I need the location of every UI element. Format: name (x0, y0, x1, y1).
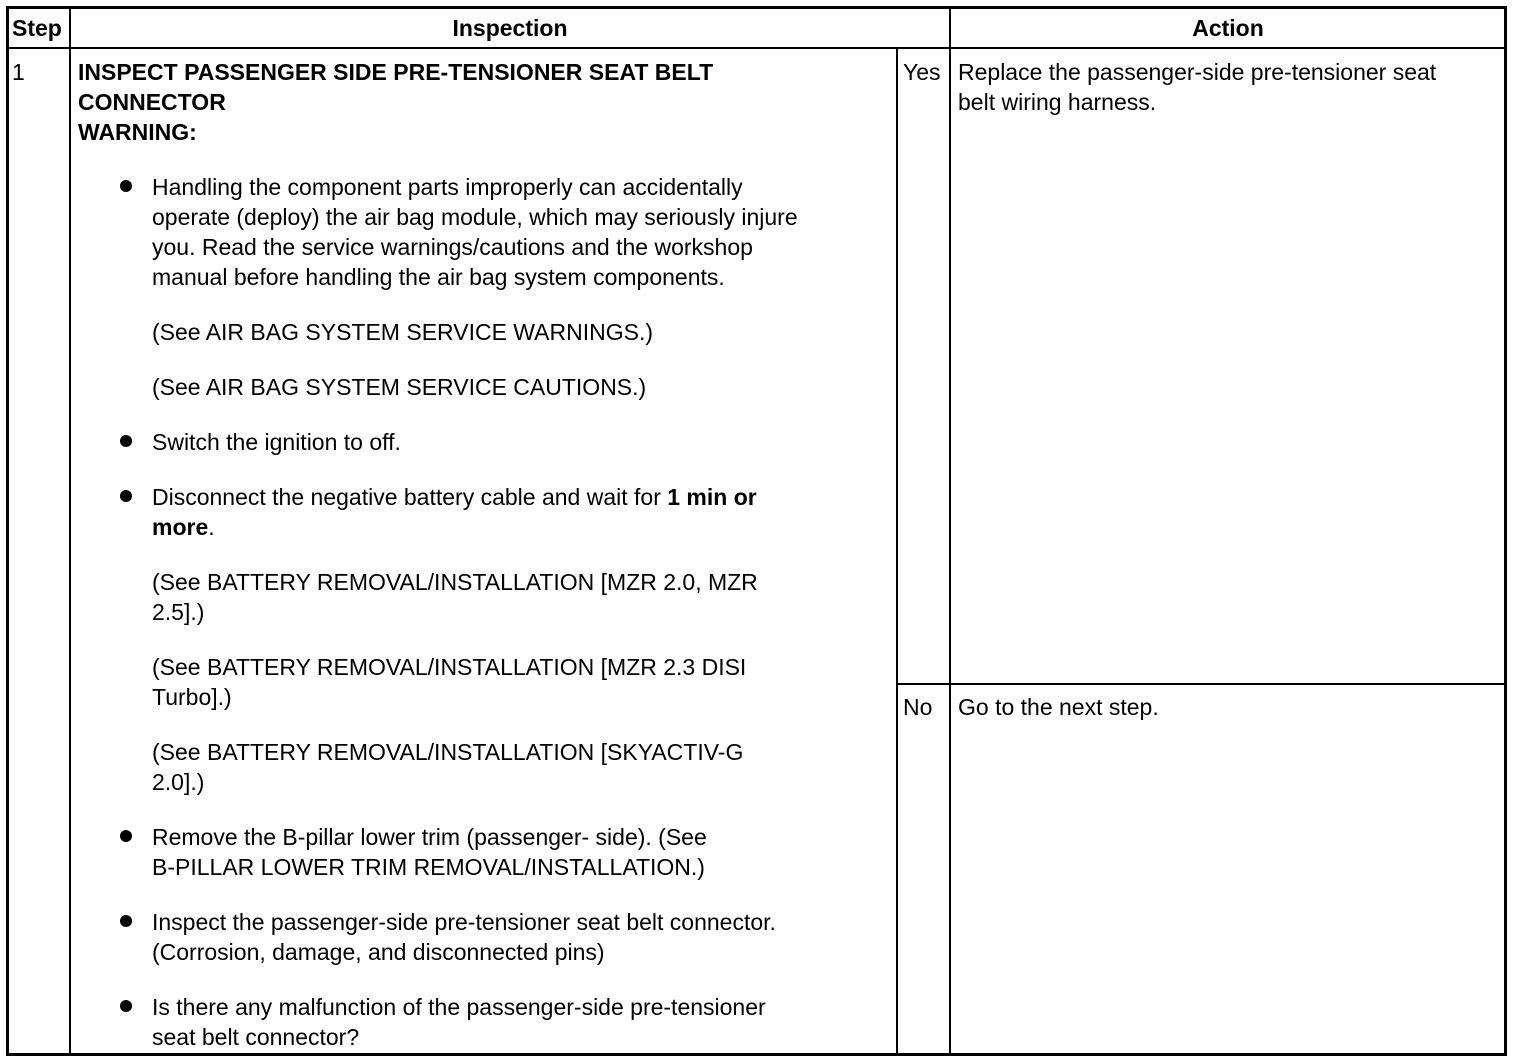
bullet4-line1: Remove the B-pillar lower trim (passenger- side). (See (152, 824, 707, 850)
battery-reference-disi-cont: Turbo].) (152, 684, 232, 710)
no-action: Go to the next step. (958, 694, 1159, 720)
action-column-divider (949, 6, 951, 1056)
step-number: 1 (12, 59, 25, 85)
wait-time: 1 min or (667, 484, 757, 510)
airbag-cautions-reference: (See AIR BAG SYSTEM SERVICE CAUTIONS.) (152, 374, 647, 400)
bullet3-period: . (208, 514, 215, 540)
yes-no-divider (896, 683, 1507, 685)
bullet1-line3: you. Read the service warnings/cautions and the workshop (152, 234, 753, 260)
bullet-icon (120, 830, 132, 842)
procedure-table (6, 6, 1507, 1056)
battery-reference-mzr20-cont: 2.5].) (152, 599, 205, 625)
header-action: Action (1192, 15, 1264, 41)
bullet2-text: Switch the ignition to off. (152, 429, 401, 455)
header-divider (6, 47, 1507, 49)
bullet-icon (120, 435, 132, 447)
no-label: No (903, 694, 933, 720)
yes-action-line2: belt wiring harness. (958, 89, 1157, 115)
wait-time-cont: more (152, 514, 209, 540)
bullet4-line2: B-PILLAR LOWER TRIM REMOVAL/INSTALLATION.) (152, 854, 705, 880)
battery-reference-mzr20: (See BATTERY REMOVAL/INSTALLATION [MZR 2.0, MZR (152, 569, 758, 595)
bullet-icon (120, 1000, 132, 1012)
yes-label: Yes (903, 59, 941, 85)
bullet-icon (120, 915, 132, 927)
inspection-title: INSPECT PASSENGER SIDE PRE-TENSIONER SEAT BELT (78, 59, 714, 85)
bullet5-line2: (Corrosion, damage, and disconnected pins) (152, 939, 605, 965)
yes-action-line1: Replace the passenger-side pre-tensioner seat (958, 59, 1437, 85)
header-step: Step (12, 15, 62, 41)
bullet1-line4: manual before handling the air bag system components. (152, 264, 725, 290)
bullet-icon (120, 180, 132, 192)
bullet1-line2: operate (deploy) the air bag module, which may seriously injure (152, 204, 798, 230)
battery-reference-skyactiv: (See BATTERY REMOVAL/INSTALLATION [SKYACTIV-G (152, 739, 744, 765)
warning-label: WARNING: (78, 119, 197, 145)
inspection-result-divider (896, 48, 898, 1056)
battery-reference-skyactiv-cont: 2.0].) (152, 769, 205, 795)
airbag-warnings-reference: (See AIR BAG SYSTEM SERVICE WARNINGS.) (152, 319, 654, 345)
bullet3-line2 (152, 512, 215, 542)
bullet-icon (120, 490, 132, 502)
bullet6-line1: Is there any malfunction of the passenger-side pre-tensioner (152, 994, 766, 1020)
bullet5-line1: Inspect the passenger-side pre-tensioner seat belt connector. (152, 909, 776, 935)
battery-reference-disi: (See BATTERY REMOVAL/INSTALLATION [MZR 2.3 DISI (152, 654, 747, 680)
bullet1-line1: Handling the component parts improperly can accidentally (152, 174, 743, 200)
bullet3-text: Disconnect the negative battery cable and wait for (152, 484, 668, 510)
bullet3-line1 (152, 482, 757, 512)
step-column-divider (69, 6, 71, 1056)
inspection-title-cont: CONNECTOR (78, 89, 226, 115)
header-inspection: Inspection (452, 15, 568, 41)
bullet6-line2: seat belt connector? (152, 1024, 360, 1050)
